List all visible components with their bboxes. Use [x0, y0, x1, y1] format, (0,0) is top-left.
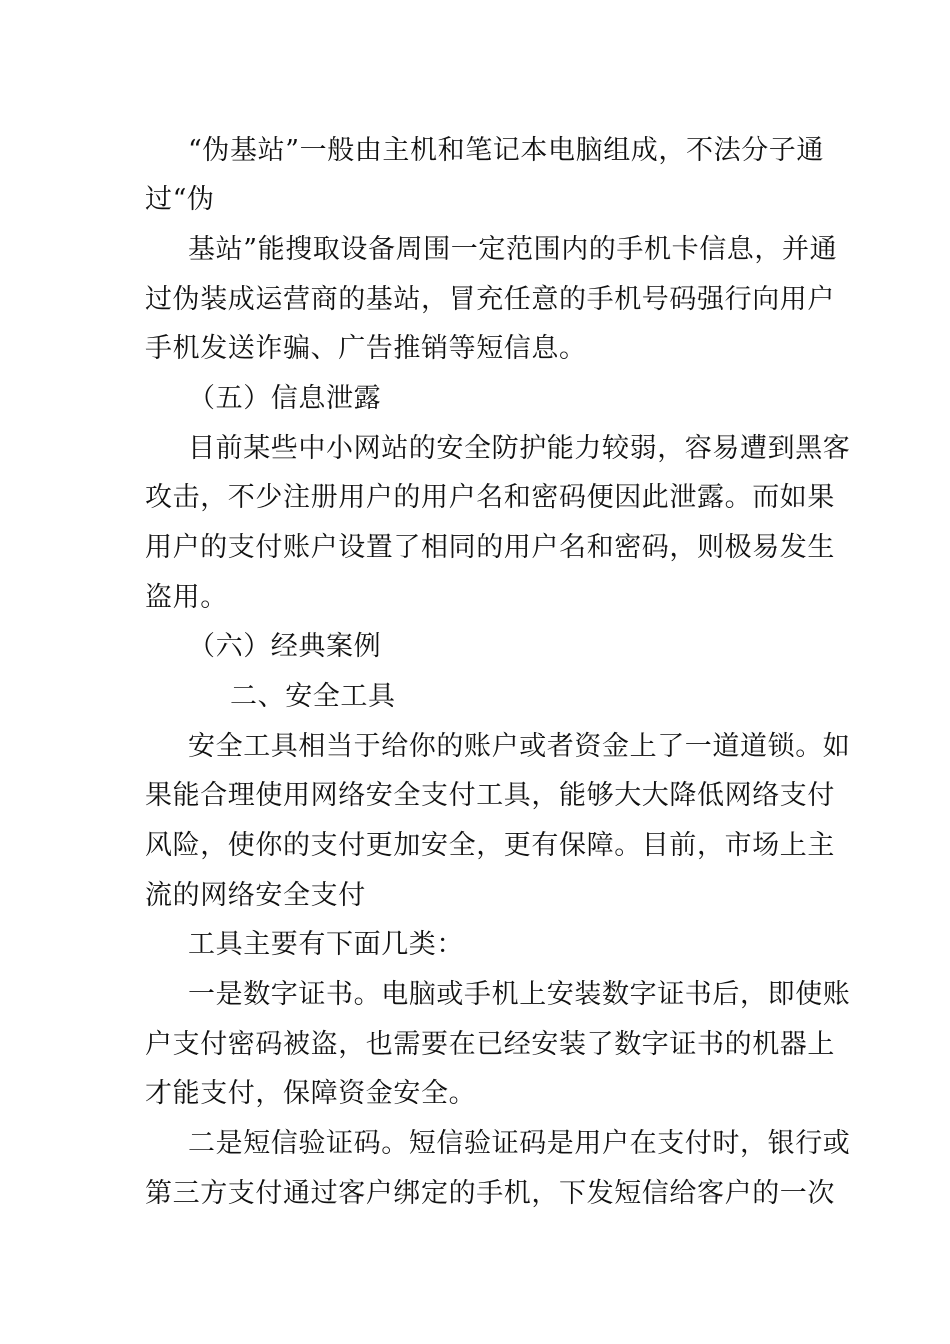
- chapter-heading: 二、安全工具: [230, 681, 396, 712]
- paragraph-line: 第三方支付通过客户绑定的手机，下发短信给客户的一次: [145, 1178, 835, 1209]
- paragraph-line: 果能合理使用网络安全支付工具，能够大大降低网络支付: [145, 780, 835, 811]
- paragraph-line: 户支付密码被盗，也需要在已经安装了数字证书的机器上: [145, 1029, 835, 1060]
- section-heading: （六）经典案例: [188, 631, 382, 662]
- paragraph-line: 手机发送诈骗、广告推销等短信息。: [145, 333, 587, 364]
- paragraph-line: 工具主要有下面几类：: [188, 929, 464, 960]
- paragraph-line: 基站”能搜取设备周围一定范围内的手机卡信息，并通: [188, 234, 838, 265]
- paragraph-line: 过“伪: [145, 184, 215, 215]
- paragraph-line: 用户的支付账户设置了相同的用户名和密码，则极易发生: [145, 532, 835, 563]
- paragraph-line: 二是短信验证码。短信验证码是用户在支付时，银行或: [188, 1128, 851, 1159]
- paragraph-line: 一是数字证书。电脑或手机上安装数字证书后，即使账: [188, 979, 851, 1010]
- paragraph-line: “伪基站”一般由主机和笔记本电脑组成，不法分子通: [188, 135, 825, 166]
- paragraph-line: 盗用。: [145, 582, 228, 613]
- paragraph-line: 目前某些中小网站的安全防护能力较弱，容易遭到黑客: [188, 433, 851, 464]
- section-heading: （五）信息泄露: [188, 383, 382, 414]
- paragraph-line: 流的网络安全支付: [145, 880, 366, 911]
- paragraph-line: 安全工具相当于给你的账户或者资金上了一道道锁。如: [188, 731, 851, 762]
- paragraph-line: 过伪装成运营商的基站，冒充任意的手机号码强行向用户: [145, 284, 835, 315]
- paragraph-line: 攻击，不少注册用户的用户名和密码便因此泄露。而如果: [145, 482, 835, 513]
- paragraph-line: 才能支付，保障资金安全。: [145, 1078, 477, 1109]
- paragraph-line: 风险，使你的支付更加安全，更有保障。目前，市场上主: [145, 830, 835, 861]
